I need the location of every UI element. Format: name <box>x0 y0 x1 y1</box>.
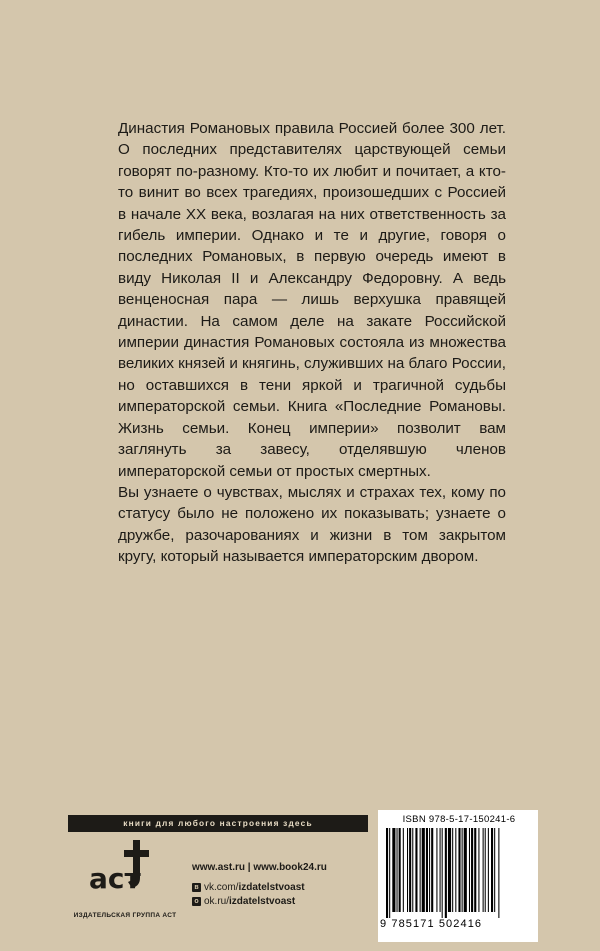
barcode-bar <box>455 828 456 912</box>
barcode-bar <box>386 828 388 918</box>
publisher-name: ИЗДАТЕЛЬСКАЯ ГРУППА АСТ <box>73 912 177 919</box>
barcode-bar <box>448 828 451 912</box>
barcode-bar <box>399 828 401 912</box>
barcode-bar <box>483 828 484 912</box>
barcode-bar <box>469 828 470 912</box>
vk-icon: в <box>192 883 201 892</box>
barcode-bar <box>452 828 453 912</box>
barcode-bar <box>442 828 443 918</box>
barcode-bar <box>436 828 437 912</box>
barcode-bar <box>491 828 493 912</box>
barcode-bar <box>426 828 428 912</box>
barcode-bar <box>415 828 417 912</box>
tagline-banner: книги для любого настроения здесь <box>68 815 368 832</box>
ok-link[interactable] <box>192 896 295 907</box>
annotation-paragraph-1: Династия Романовых правила Россией более 300 лет. О последних представителях царствующей семьи говорят по-разному. Кто-то их любит и почитает, а кто-то винит во всех трагедиях, произошедших с Россией в начале XX века, возлагая на них ответственность за гибель империи. Однако и те и другие, говоря о последних Романовых, в первую очередь имеют в виду Николая II и Александру Федоровну. А ведь венценосная пара — лишь верхушка правящей династии. На самом деле на закате Российской империи династия Романовых состояла из множества великих князей и княгинь, служивших на благо России, но оставшихся в тени яркой и трагичной судьбы императорской семьи. Книга «Последние Романовы. Жизнь семьи. Конец империи» позволит вам заглянуть за завесу, отделявшую членов императорской семьи от простых смертных. <box>118 120 506 480</box>
isbn-number: ISBN 978-5-17-150241-6 <box>402 814 516 825</box>
ast-logo-icon <box>86 838 156 898</box>
barcode-bar <box>478 828 479 912</box>
vk-link[interactable] <box>192 882 305 893</box>
barcode-bar <box>397 828 398 912</box>
barcode-bar <box>409 828 411 912</box>
barcode-bar <box>407 828 408 912</box>
annotation-paragraph-2: Вы узнаете о чувствах, мыслях и страхах тех, кому по статусу было не положено их показывать; узнаете о дружбе, разочарованиях и жизни в том закрытом кругу, который называется императорским двором. <box>118 483 506 566</box>
ok-handle: izdatelstvoast <box>229 896 296 907</box>
barcode-bar <box>464 828 467 912</box>
barcode-bar <box>471 828 473 912</box>
vk-prefix: vk.com/ <box>204 882 239 893</box>
barcode-digits: 9 785171 502416 <box>380 918 483 930</box>
barcode-bar <box>392 828 395 912</box>
barcode-bar <box>389 828 390 918</box>
barcode-bar <box>494 828 495 912</box>
annotation-text <box>118 118 506 568</box>
barcode-bar <box>440 828 441 912</box>
barcode-bar <box>412 828 413 912</box>
barcode-bar <box>498 828 499 918</box>
isbn-barcode-block <box>378 810 538 942</box>
barcode-bar <box>462 828 463 912</box>
barcode-bar <box>485 828 486 912</box>
barcode-bar <box>429 828 430 912</box>
barcode-bar <box>403 828 404 912</box>
ok-prefix: ok.ru/ <box>204 896 230 907</box>
barcode-bar <box>458 828 460 912</box>
vk-handle: izdatelstvoast <box>238 882 305 893</box>
barcode-bar <box>420 828 421 912</box>
barcode-bar <box>445 828 447 918</box>
barcode-image <box>386 828 534 918</box>
ast-logo <box>86 838 156 898</box>
barcode-bar <box>474 828 476 912</box>
website-links[interactable]: www.ast.ru | www.book24.ru <box>192 862 327 873</box>
barcode-bar <box>488 828 489 912</box>
ok-icon: о <box>192 897 201 906</box>
barcode-bar <box>422 828 425 912</box>
logo-lettering: аст <box>89 862 141 895</box>
barcode-bar <box>431 828 433 912</box>
